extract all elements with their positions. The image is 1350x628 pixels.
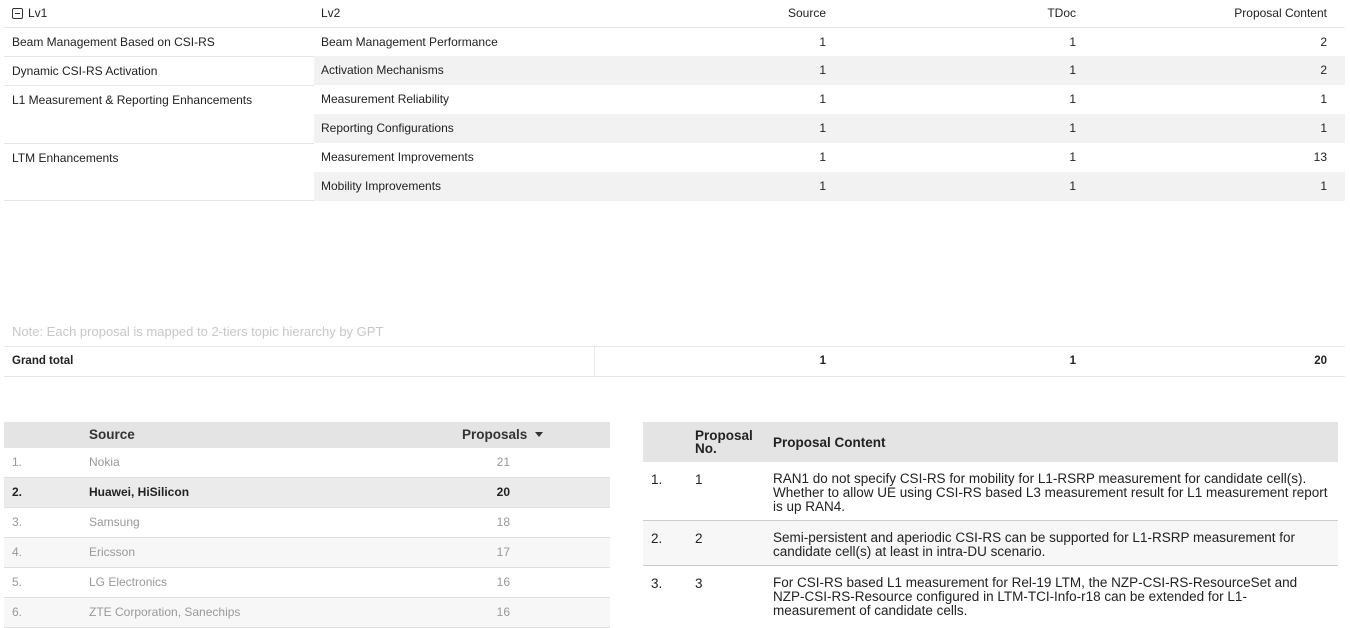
proposal-text: For CSI-RS based L1 measurement for Rel-19 LTM, the NZP-CSI-RS-ResourceSet and NZP-CSI-RS-Resource configured in LTM-TCI-Info-r18 can be extended for L1-measurement of candidate cells. bbox=[773, 575, 1298, 618]
source-value: 1 bbox=[594, 56, 844, 85]
mapping-note: Note: Each proposal is mapped to 2-tiers topic hierarchy by GPT bbox=[12, 324, 384, 339]
proposals-column-header[interactable] bbox=[462, 422, 543, 448]
row-index: 1. bbox=[651, 472, 663, 487]
lv1-cell bbox=[4, 114, 314, 143]
table-row[interactable] bbox=[643, 462, 1338, 521]
proposal-text: Semi-persistent and aperiodic CSI-RS can be supported for L1-RSRP measurement for candidate cell(s) at least in intra-DU scenario. bbox=[773, 530, 1295, 559]
proposals-column-label: Proposals bbox=[462, 427, 528, 442]
row-index: 2. bbox=[12, 485, 23, 499]
tdoc-header[interactable]: TDoc bbox=[1047, 6, 1076, 20]
grand-total-label: Grand total bbox=[12, 355, 74, 367]
tdoc-value: 1 bbox=[1069, 150, 1076, 164]
row-index: 6. bbox=[12, 605, 23, 619]
row-index: 3. bbox=[651, 576, 663, 591]
grand-total-tdoc: 1 bbox=[1069, 355, 1076, 367]
pivot-row bbox=[4, 143, 1345, 172]
source-table-header bbox=[4, 422, 610, 448]
source-name: Huawei, HiSilicon bbox=[89, 485, 190, 499]
row-index: 2. bbox=[651, 531, 663, 546]
proposal-content-value: 13 bbox=[1313, 150, 1327, 164]
lv1-cell[interactable]: LTM Enhancements bbox=[4, 143, 314, 172]
pivot-row bbox=[4, 114, 1345, 143]
lv2-cell[interactable]: Reporting Configurations bbox=[314, 114, 594, 143]
proposal-content-value: 2 bbox=[1094, 56, 1345, 85]
proposal-count: 16 bbox=[496, 605, 510, 619]
proposal-number: 1 bbox=[695, 472, 703, 487]
lv1-cell bbox=[4, 172, 314, 201]
source-name: ZTE Corporation, Sanechips bbox=[89, 605, 241, 619]
table-row[interactable] bbox=[4, 568, 610, 598]
table-row[interactable] bbox=[4, 538, 610, 568]
proposal-content-column-header[interactable]: Proposal Content bbox=[773, 435, 886, 450]
proposal-content-value: 1 bbox=[1320, 92, 1327, 106]
grand-total-proposal-content: 20 bbox=[1314, 355, 1327, 367]
source-column-header[interactable]: Source bbox=[89, 427, 135, 442]
lv2-cell[interactable]: Mobility Improvements bbox=[314, 172, 594, 201]
grand-total-row bbox=[4, 346, 1345, 377]
pivot-row bbox=[4, 56, 1345, 85]
lv1-header[interactable] bbox=[4, 0, 314, 29]
row-index: 1. bbox=[12, 455, 23, 469]
tdoc-value: 1 bbox=[844, 172, 1094, 201]
source-name: Nokia bbox=[89, 455, 120, 469]
table-row[interactable] bbox=[4, 508, 610, 538]
proposal-text: RAN1 do not specify CSI-RS for mobility for L1-RSRP measurement for candidate cell(s). Whether to allow UE using CSI-RS based L3 measurement result for L1 measurement report is up RAN4. bbox=[773, 471, 1328, 514]
proposal-number: 3 bbox=[695, 576, 703, 591]
pivot-row bbox=[4, 85, 1345, 114]
source-name: Ericsson bbox=[89, 545, 136, 559]
lv1-header-label: Lv1 bbox=[28, 6, 48, 20]
source-name: Samsung bbox=[89, 515, 140, 529]
grand-total-source: 1 bbox=[594, 347, 844, 376]
source-value: 1 bbox=[819, 92, 826, 106]
proposal-no-column-header[interactable] bbox=[695, 429, 753, 455]
proposal-table-header bbox=[643, 422, 1338, 462]
proposal-content-value: 2 bbox=[1094, 27, 1345, 56]
proposal-count: 20 bbox=[496, 485, 510, 499]
proposal-content-value: 1 bbox=[1094, 172, 1345, 201]
proposal-no-header-line2: No. bbox=[695, 441, 717, 456]
lv1-cell[interactable]: Dynamic CSI-RS Activation bbox=[4, 56, 314, 85]
pivot-header-row bbox=[4, 0, 1345, 29]
row-index: 3. bbox=[12, 515, 23, 529]
lv2-cell[interactable]: Activation Mechanisms bbox=[314, 56, 594, 85]
lv1-cell[interactable]: Beam Management Based on CSI-RS bbox=[4, 27, 314, 56]
source-value: 1 bbox=[819, 150, 826, 164]
table-row[interactable] bbox=[4, 598, 610, 628]
proposal-count: 18 bbox=[496, 515, 510, 529]
source-header[interactable]: Source bbox=[787, 6, 826, 20]
lv2-cell[interactable]: Measurement Reliability bbox=[321, 92, 450, 106]
tdoc-value: 1 bbox=[1069, 92, 1076, 106]
proposal-content-table bbox=[643, 422, 1338, 624]
source-name: LG Electronics bbox=[89, 575, 168, 589]
tdoc-value: 1 bbox=[844, 56, 1094, 85]
lv2-cell[interactable]: Measurement Improvements bbox=[321, 150, 474, 164]
row-index: 4. bbox=[12, 545, 23, 559]
proposal-count: 17 bbox=[496, 545, 510, 559]
pivot-row bbox=[4, 172, 1345, 201]
proposal-count: 16 bbox=[496, 575, 510, 589]
proposal-no-header-line1: Proposal bbox=[695, 428, 753, 443]
source-value: 1 bbox=[594, 172, 844, 201]
table-row-selected[interactable] bbox=[4, 478, 610, 508]
table-row[interactable] bbox=[643, 521, 1338, 566]
row-index: 5. bbox=[12, 575, 23, 589]
source-value: 1 bbox=[594, 27, 844, 56]
proposal-count: 21 bbox=[496, 455, 510, 469]
lv2-header[interactable]: Lv2 bbox=[321, 6, 341, 20]
proposal-content-value: 1 bbox=[1094, 114, 1345, 143]
tdoc-value: 1 bbox=[844, 114, 1094, 143]
proposal-content-header[interactable]: Proposal Content bbox=[1234, 6, 1327, 20]
sort-descending-icon[interactable] bbox=[535, 432, 543, 437]
table-row[interactable] bbox=[4, 448, 610, 478]
table-row[interactable] bbox=[643, 566, 1338, 624]
source-proposals-table bbox=[4, 422, 610, 628]
collapse-icon[interactable] bbox=[12, 8, 23, 19]
source-value: 1 bbox=[594, 114, 844, 143]
proposal-number: 2 bbox=[695, 531, 703, 546]
tdoc-value: 1 bbox=[844, 27, 1094, 56]
pivot-row bbox=[4, 27, 1345, 56]
lv2-cell[interactable]: Beam Management Performance bbox=[314, 27, 594, 56]
lv1-cell[interactable]: L1 Measurement & Reporting Enhancements bbox=[4, 85, 314, 114]
